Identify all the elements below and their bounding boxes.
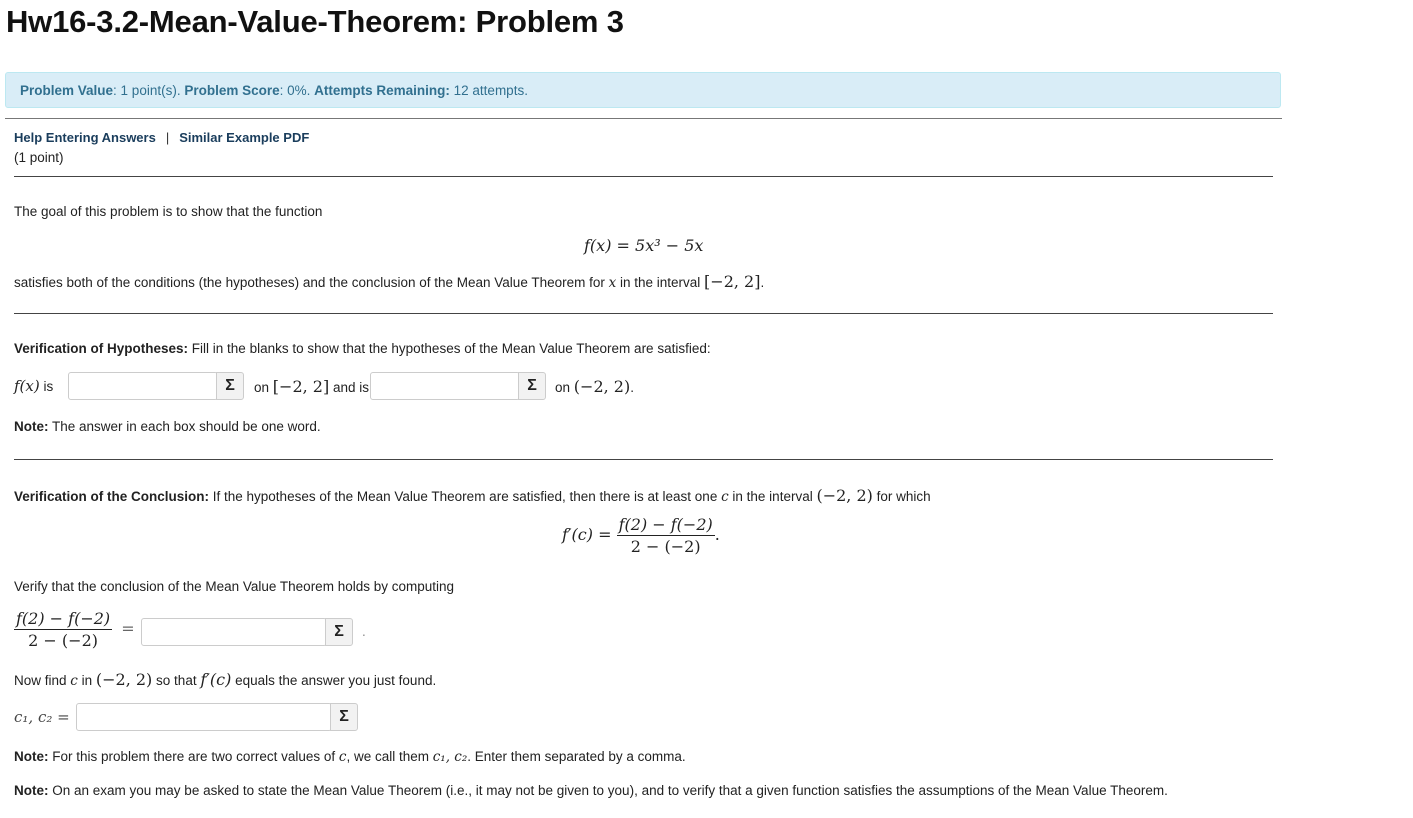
link-separator: | [165,130,170,145]
note-two-values [14,749,686,765]
open-interval: (−2, 2) [95,670,153,689]
hypothesis-answer-2-input[interactable] [370,372,520,400]
equation-editor-button-2[interactable] [518,372,546,400]
problem-score-label: Problem Score [184,83,280,98]
hypotheses-heading [14,341,711,356]
satisfies-text: satisfies both of the conditions (the hypotheses) and the conclusion of the Mean Value Theorem for [14,275,605,290]
computation-fraction-body [14,609,112,650]
now-find-pre: Now find [14,673,67,688]
var-c: c [70,673,78,689]
hypotheses-closed-text [254,377,369,396]
divider [14,176,1273,177]
attempts-remaining-text: 12 attempts. [449,83,528,98]
note-label: Note: [14,419,49,434]
help-entering-answers-link[interactable]: Help Entering Answers [14,130,156,145]
c1-c2: c₁, c₂ [432,749,468,765]
in-interval-text: in the interval [728,489,817,504]
and-is-text: and is [329,380,369,395]
c-values-input[interactable] [76,703,332,731]
divider [14,459,1273,460]
hypotheses-note [14,419,321,434]
hypotheses-label: Verification of Hypotheses: [14,341,189,356]
attempts-remaining-label: Attempts Remaining: [314,83,450,98]
for-which-text: for which [872,489,931,504]
mvt-denominator: 2 − (−2) [630,537,701,556]
on-text: on [555,380,571,395]
function-equation: f(x) = 5x³ − 5x [584,236,704,255]
problem-score-text: : 0%. [279,83,315,98]
page-title: Hw16-3.2-Mean-Value-Theorem: Problem 3 [6,4,624,39]
note1-text: For this problem there are two correct values of [48,749,336,764]
in-interval-text: in the interval [616,275,705,290]
var-c: c [721,489,729,505]
point-value: (1 point) [14,150,64,165]
divider [14,313,1273,314]
period: . [630,380,634,395]
now-find-in: in [77,673,96,688]
note1-mid: , we call them [346,749,429,764]
note-exam [14,783,1168,798]
hypotheses-open-text [555,377,634,396]
intro-satisfies-text [14,272,764,291]
problem-value-label: Problem Value [20,83,114,98]
interval-closed: [−2, 2] [704,272,761,291]
f-prime-c: f′(c) [200,670,232,689]
hypotheses-fx-label [14,377,53,395]
now-find-so: so that [152,673,201,688]
computation-denominator: 2 − (−2) [28,631,98,650]
period: . [714,525,720,544]
note2-text: On an exam you may be asked to state the Mean Value Theorem (i.e., it may not be given to you), and to verify that a given function satisfies the assumptions of the Mean Value Theorem. [48,783,1168,798]
note-text: The answer in each box should be one word. [48,419,321,434]
open-interval: (−2, 2) [816,486,873,505]
conclusion-text: If the hypotheses of the Mean Value Theorem are satisfied, then there is at least one [209,489,718,504]
mvt-fraction [617,515,715,556]
now-find-post: equals the answer you just found. [231,673,437,688]
difference-quotient-input[interactable] [141,618,327,646]
mvt-lhs: f′(c) = [562,525,612,544]
on-text: on [254,380,270,395]
sigma-icon: Σ [225,377,235,394]
closed-interval: [−2, 2] [272,377,330,396]
conclusion-label: Verification of the Conclusion: [14,489,210,504]
var-c: c [338,749,347,765]
problem-info-banner [5,72,1281,108]
sigma-icon: Σ [527,377,537,394]
period: . [760,275,765,290]
hypotheses-text: Fill in the blanks to show that the hypotheses of the Mean Value Theorem are satisfied: [188,341,711,356]
var-x: x [608,275,617,291]
equals-sign: = [121,619,135,638]
problem-value-text: : 1 point(s). [113,83,185,98]
fx-symbol: f(x) [14,377,40,395]
note1-end: . Enter them separated by a comma. [467,749,686,764]
sigma-icon: Σ [339,708,349,725]
similar-example-pdf-link[interactable]: Similar Example PDF [179,130,310,145]
mvt-numerator: f(2) − f(−2) [618,515,713,534]
note-label: Note: [14,749,49,764]
is-text: is [39,379,54,394]
computation-fraction [14,609,135,650]
verify-text: Verify that the conclusion of the Mean Value Theorem holds by computing [14,579,455,594]
c-values-label: c₁, c₂ = [14,708,70,726]
sigma-icon: Σ [334,623,344,640]
note-label: Note: [14,783,49,798]
period: . [362,624,366,639]
conclusion-heading [14,486,931,505]
equation-editor-button-4[interactable] [330,703,358,731]
computation-numerator: f(2) − f(−2) [16,609,111,628]
hypothesis-answer-1-input[interactable] [68,372,218,400]
now-find-text [14,670,436,689]
intro-goal-text: The goal of this problem is to show that the function [14,204,323,219]
equation-editor-button-1[interactable] [216,372,244,400]
mvt-equation [562,515,720,556]
open-interval: (−2, 2) [573,377,631,396]
problem-links [14,130,309,145]
divider [5,118,1282,119]
equation-editor-button-3[interactable] [325,618,353,646]
